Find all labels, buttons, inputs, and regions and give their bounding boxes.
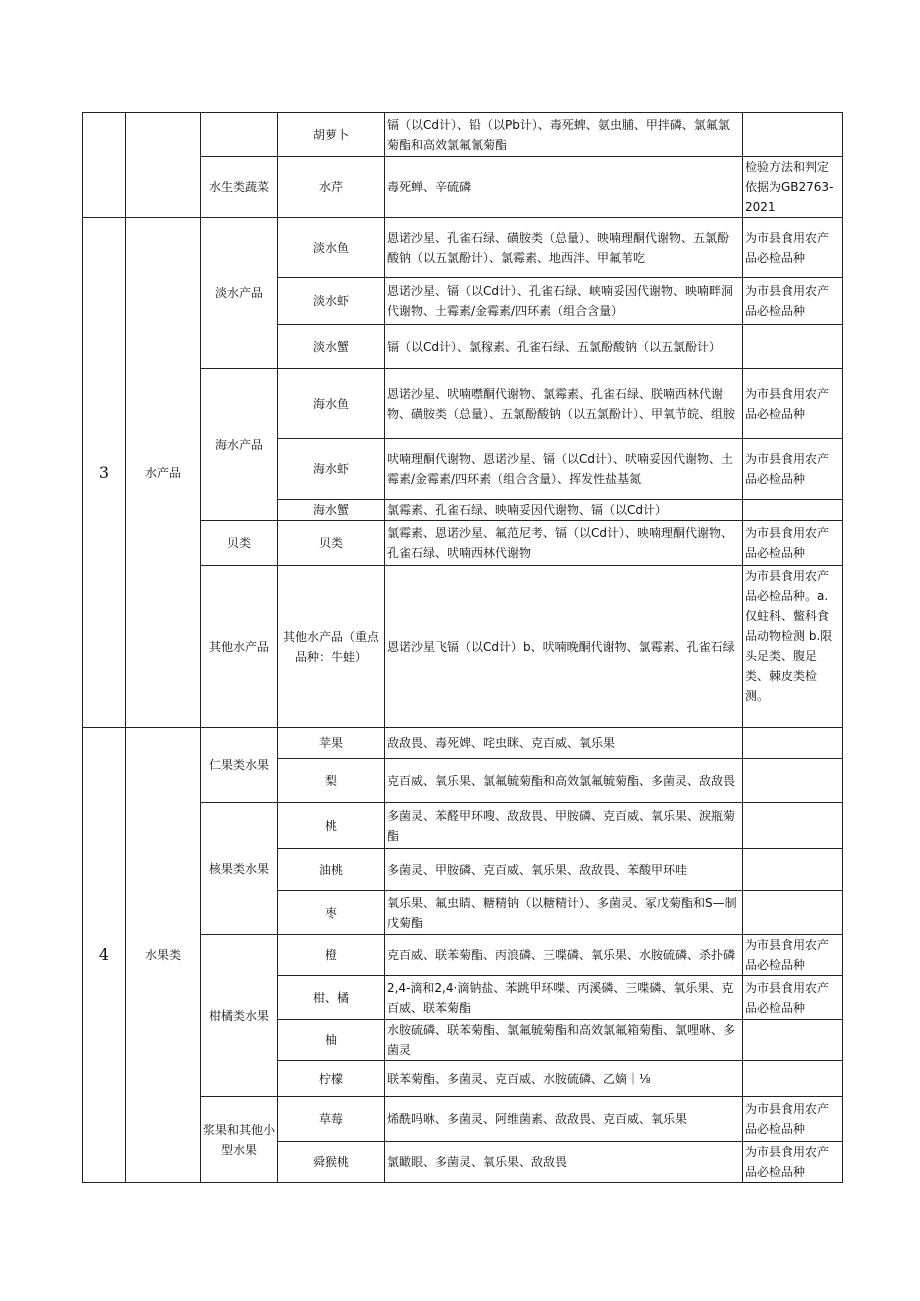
test-items: 吠喃理酮代谢物、恩诺沙星、镉（以Cd计）、吠喃妥因代谢物、土霉素/金霉素/四环素（组合含量）、挥发性盐基氮	[385, 439, 743, 500]
test-items: 克百威、联苯菊酯、丙浪磷、三喋磷、氧乐果、水胺硫磷、杀扑磷	[385, 935, 743, 976]
table-row	[83, 113, 843, 157]
section-number: 3	[83, 218, 126, 728]
product-name: 桃	[278, 803, 385, 849]
remark	[743, 849, 843, 891]
test-items: 氯霉素、恩诺沙星、氟范尼考、镉（以Cd计）、映喃理酮代谢物、孔雀石绿、吠喃西林代谢物	[385, 521, 743, 566]
subcategory-name: 海水产品	[201, 369, 278, 521]
remark	[743, 1020, 843, 1061]
remark: 为市县食用农产品必检品种	[743, 976, 843, 1020]
product-name: 枣	[278, 891, 385, 935]
product-name: 淡水虾	[278, 278, 385, 325]
subcategory-name: 其他水产品	[201, 566, 278, 728]
product-name: 其他水产品（重点品种：牛蛙）	[278, 566, 385, 728]
product-name: 贝类	[278, 521, 385, 566]
remark: 为市县食用农产品必检品种	[743, 521, 843, 566]
test-items: 毒死蝉、辛硫磷	[385, 157, 743, 218]
remark	[743, 1061, 843, 1097]
product-name: 海水虾	[278, 439, 385, 500]
remark	[743, 325, 843, 369]
product-name: 柠檬	[278, 1061, 385, 1097]
test-items: 镉（以Cd计）、氯稼素、孔雀石绿、五氯酚酸钠（以五氯酚计）	[385, 325, 743, 369]
remark: 为市县食用农产品必检品种	[743, 369, 843, 439]
remark: 为市县食用农产品必检品种	[743, 1097, 843, 1142]
product-name: 海水蟹	[278, 500, 385, 521]
remark	[743, 759, 843, 803]
remark: 为市县食用农产品必检品种	[743, 439, 843, 500]
category-name: 水产品	[126, 218, 201, 728]
test-items: 多菌灵、甲胺磷、克百威、氧乐果、敌敌畏、苯酸甲环哇	[385, 849, 743, 891]
test-items: 多菌灵、苯醛甲环嗖、敌敌畏、甲胺磷、克百威、氧乐果、淚瓶菊酯	[385, 803, 743, 849]
product-name: 橙	[278, 935, 385, 976]
product-name: 水芹	[278, 157, 385, 218]
table-row	[83, 218, 843, 278]
subcategory-cell: 水生类蔬菜	[201, 157, 278, 218]
subcategory-name: 浆果和其他小型水果	[201, 1097, 278, 1183]
remark	[743, 728, 843, 759]
inspection-table	[82, 112, 843, 1183]
remark: 为市县食用农产品必检品种	[743, 218, 843, 278]
test-items: 氯霉素、孔雀石绿、映喃妥因代谢物、镉（以Cd计）	[385, 500, 743, 521]
category-cell	[126, 113, 201, 218]
product-name: 草莓	[278, 1097, 385, 1142]
test-items: 氧乐果、氟虫睛、糖精钠（以糖精计）、多菌灵、冢戊菊酯和S—制戊菊酯	[385, 891, 743, 935]
subcategory-name: 核果类水果	[201, 803, 278, 935]
test-items: 烯酰吗咻、多菌灵、阿维菌素、敌敌畏、克百威、氧乐果	[385, 1097, 743, 1142]
test-items: 2,4-滴和2,4·滴钠盐、苯跳甲环喋、丙溪磷、三喋磷、氧乐果、克百威、联苯菊酯	[385, 976, 743, 1020]
test-items: 恩诺沙星飞镉（以Cd计）b、吠喃晚酮代谢物、氯霉素、孔雀石绿	[385, 566, 743, 728]
test-items: 镉（以Cd计）、铅（以Pb计）、毒死蜱、氨虫脯、甲拌磷、氯氟氯菊酯和高效氯氟氰菊酯	[385, 113, 743, 157]
subcategory-name: 贝类	[201, 521, 278, 566]
product-name: 苹果	[278, 728, 385, 759]
test-items: 恩诺沙星、吠喃噤酮代谢物、氯霉素、孔雀石绿、朕喃西林代谢物、磺胺类（总量）、五氯酚酸钠（以五氯酚计）、甲氧节皖、组胺	[385, 369, 743, 439]
remark: 为市县食用农产品必检品种。a.仅蛀科、鳖科食品动物检测 b.限头足类、腹足类、棘皮类检测。	[743, 566, 843, 728]
remark	[743, 803, 843, 849]
subcategory-cell	[201, 113, 278, 157]
test-items: 联苯菊酯、多菌灵、克百威、水胺硫磷、乙嫡｜⅛	[385, 1061, 743, 1097]
test-items: 水胺硫磷、联苯菊酯、氯氟毓菊酯和高效氯氟箱菊酯、氯哩咻、多菌灵	[385, 1020, 743, 1061]
product-name: 柚	[278, 1020, 385, 1061]
remark: 检验方法和判定依据为GB2763-2021	[743, 157, 843, 218]
product-name: 舜猴桃	[278, 1142, 385, 1183]
test-items: 氯瞰眼、多菌灵、氧乐果、敌敌畏	[385, 1142, 743, 1183]
product-name: 梨	[278, 759, 385, 803]
product-name: 胡萝卜	[278, 113, 385, 157]
table-row	[83, 728, 843, 759]
test-items: 恩诺沙星、镉（以Cd计）、孔雀石绿、峡喃妥因代谢物、映喃畔洞代谢物、土霉素/金霉素/四环素（组合含量）	[385, 278, 743, 325]
product-name: 油桃	[278, 849, 385, 891]
product-name: 海水鱼	[278, 369, 385, 439]
product-name: 淡水蟹	[278, 325, 385, 369]
remark	[743, 113, 843, 157]
category-name: 水果类	[126, 728, 201, 1183]
remark	[743, 891, 843, 935]
test-items: 克百威、氧乐果、氯氟毓菊酯和高效氯氟毓菊酯、多菌灵、敌敌畏	[385, 759, 743, 803]
subcategory-name: 仁果类水果	[201, 728, 278, 803]
section-number-cell	[83, 113, 126, 218]
remark: 为市县食用农产品必检品种	[743, 935, 843, 976]
test-items: 敌敌畏、毒死婢、咤虫眯、克百威、氧乐果	[385, 728, 743, 759]
product-name: 淡水鱼	[278, 218, 385, 278]
subcategory-name: 淡水产品	[201, 218, 278, 369]
remark: 为市县食用农产品必检品种	[743, 1142, 843, 1183]
remark: 为市县食用农产品必检品种	[743, 278, 843, 325]
subcategory-name: 柑橘类水果	[201, 935, 278, 1097]
remark	[743, 500, 843, 521]
section-number: 4	[83, 728, 126, 1183]
product-name: 柑、橘	[278, 976, 385, 1020]
test-items: 恩诺沙星、孔雀石绿、磺胺类（总量）、映喃理酮代谢物、五氯酚酸钠（以五氯酚计）、氯霉素、地西泮、甲氟苇吃	[385, 218, 743, 278]
